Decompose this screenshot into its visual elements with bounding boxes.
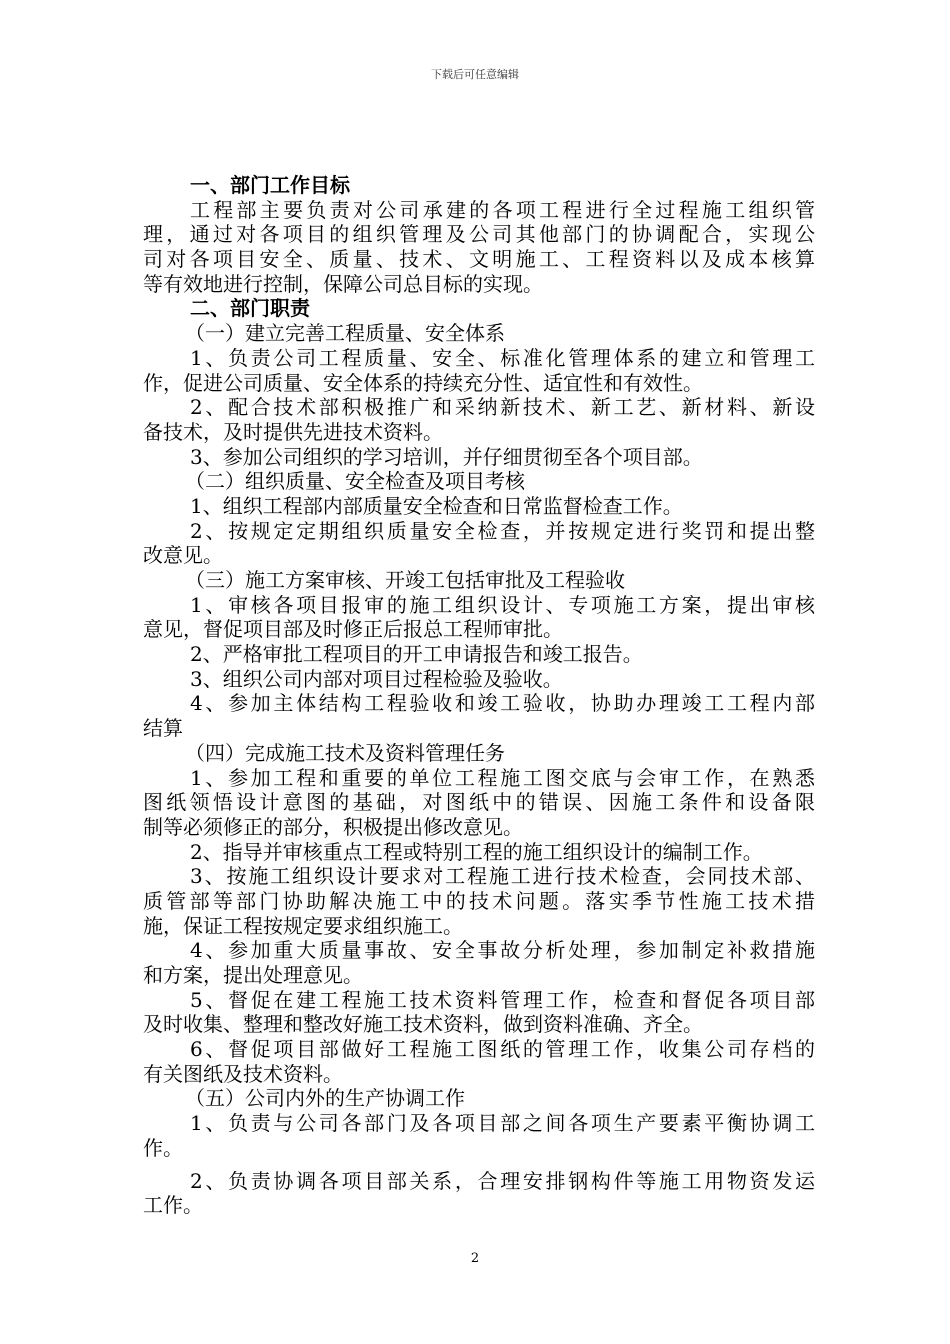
text-line: 4、参加主体结构工程验收和竣工验收，协助办理竣工工程内部 xyxy=(190,691,815,716)
text-line: 作。 xyxy=(143,1135,183,1160)
text-line: 质管部等部门协助解决施工中的技术问题。落实季节性施工技术措 xyxy=(143,888,815,913)
text-line: 施，保证工程按规定要求组织施工。 xyxy=(143,913,463,938)
text-line: 等有效地进行控制，保障公司总目标的实现。 xyxy=(143,271,543,296)
text-line: 3、组织公司内部对项目过程检验及验收。 xyxy=(190,666,563,691)
text-line: 1、负责与公司各部门及各项目部之间各项生产要素平衡协调工 xyxy=(190,1111,815,1136)
page-header: 下载后可任意编辑 xyxy=(431,68,519,81)
text-line: 4、参加重大质量事故、安全事故分析处理，参加制定补救措施 xyxy=(190,938,815,963)
text-line: 作，促进公司质量、安全体系的持续充分性、适宜性和有效性。 xyxy=(143,370,703,395)
line-gap xyxy=(143,1161,815,1169)
text-line: 工作。 xyxy=(143,1193,203,1218)
text-line: 5、督促在建工程施工技术资料管理工作，检查和督促各项目部 xyxy=(190,987,815,1012)
section-heading: 一、部门工作目标 xyxy=(190,173,350,197)
text-line: 工程部主要负责对公司承建的各项工程进行全过程施工组织管 xyxy=(190,197,815,222)
text-line: 1、参加工程和重要的单位工程施工图交底与会审工作，在熟悉 xyxy=(190,765,815,790)
text-line: 6、督促项目部做好工程施工图纸的管理工作，收集公司存档的 xyxy=(190,1037,815,1062)
text-line: 2、配合技术部积极推广和采纳新技术、新工艺、新材料、新设 xyxy=(190,395,815,420)
text-line: 意见，督促项目部及时修正后报总工程师审批。 xyxy=(143,617,563,642)
text-line: 2、负责协调各项目部关系，合理安排钢构件等施工用物资发运 xyxy=(190,1168,815,1193)
text-line: 和方案，提出处理意见。 xyxy=(143,963,363,987)
text-line: 1、组织工程部内部质量安全检查和日常监督检查工作。 xyxy=(190,493,683,518)
section-heading: 二、部门职责 xyxy=(190,296,310,321)
text-line: 3、参加公司组织的学习培训，并仔细贯彻至各个项目部。 xyxy=(190,444,703,469)
subsection-heading: （三）施工方案审核、开竣工包括审批及工程验收 xyxy=(185,568,625,592)
subsection-heading: （四）完成施工技术及资料管理任务 xyxy=(185,740,505,765)
text-line: 2、按规定定期组织质量安全检查，并按规定进行奖罚和提出整 xyxy=(190,518,815,543)
document-body xyxy=(143,173,815,1218)
text-line: 司对各项目安全、质量、技术、文明施工、工程资料以及成本核算 xyxy=(143,247,815,272)
text-line: 1、负责公司工程质量、安全、标准化管理体系的建立和管理工 xyxy=(190,345,815,370)
text-line: 2、指导并审核重点工程或特别工程的施工组织设计的编制工作。 xyxy=(190,839,763,864)
subsection-heading: （一）建立完善工程质量、安全体系 xyxy=(185,321,505,346)
subsection-heading: （二）组织质量、安全检查及项目考核 xyxy=(185,469,525,494)
text-line: 制等必须修正的部分，积极提出修改意见。 xyxy=(143,814,523,839)
text-line: 2、严格审批工程项目的开工申请报告和竣工报告。 xyxy=(190,642,643,667)
text-line: 有关图纸及技术资料。 xyxy=(143,1061,343,1086)
text-line: 结算 xyxy=(143,716,183,741)
text-line: 备技术，及时提供先进技术资料。 xyxy=(143,419,443,444)
text-line: 1、审核各项目报审的施工组织设计、专项施工方案，提出审核 xyxy=(190,592,815,617)
page-number: 2 xyxy=(470,1251,480,1266)
text-line: 改意见。 xyxy=(143,543,223,568)
text-line: 3、按施工组织设计要求对工程施工进行技术检查，会同技术部、 xyxy=(190,864,815,889)
text-line: 理，通过对各项目的组织管理及公司其他部门的协调配合，实现公 xyxy=(143,222,815,247)
text-line: 及时收集、整理和整改好施工技术资料，做到资料准确、齐全。 xyxy=(143,1012,703,1037)
subsection-heading: （五）公司内外的生产协调工作 xyxy=(185,1086,465,1111)
text-line: 图纸领悟设计意图的基础，对图纸中的错误、因施工条件和设备限 xyxy=(143,790,815,815)
